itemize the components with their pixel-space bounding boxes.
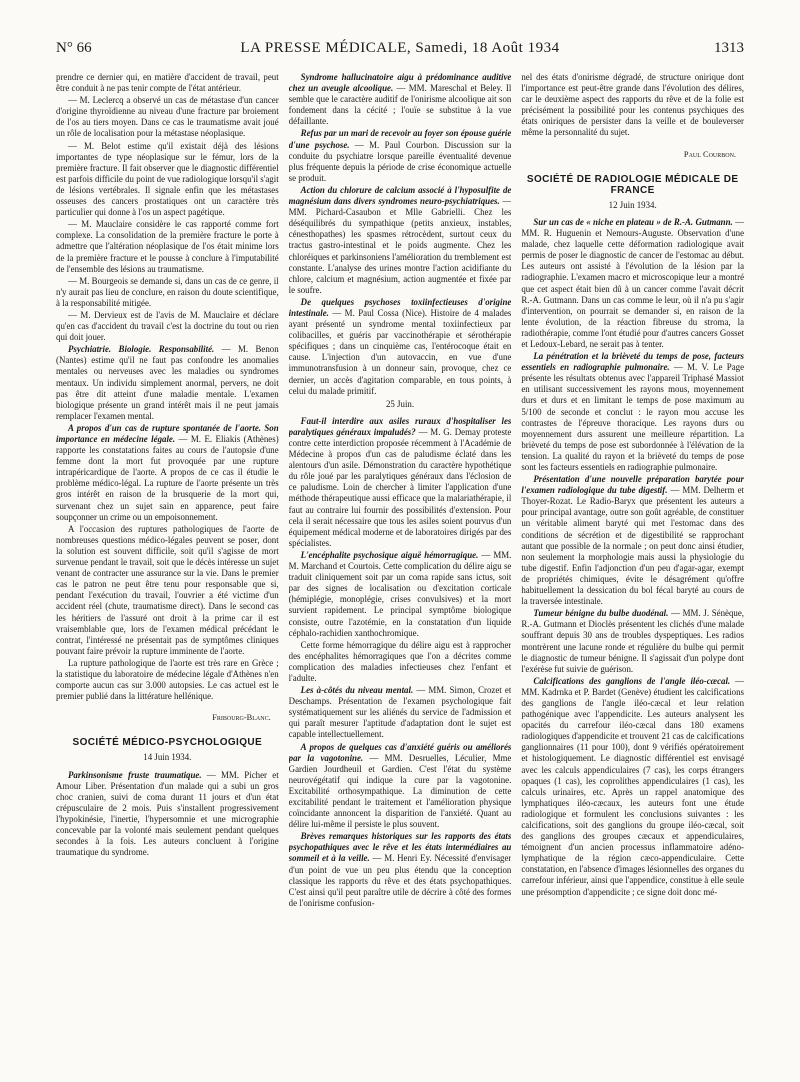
- section-entry: [521, 608, 744, 675]
- journal-title: LA PRESSE MÉDICALE, Samedi, 18 Août 1934: [240, 40, 560, 56]
- paragraph: nel des états d'onirisme dégradé, de structure onirique dont l'importance est peut-être grande dans l'évolution des délires, car le deuxième aspect des rapports du rêve et de la folie est précisément la possibilité pour les contenus psychiques des états oniriques de persister dans la veille et de bouleverser même la personnalité du sujet.: [521, 72, 745, 138]
- section-body: — M. G. Demay proteste contre cette interdiction proposée récemment à l'Académie de Médecine à propos d'un cas de paludisme éclaté dans les alentours d'un asile. Démonstration du caractère hypothétique du rôle joué par les paralytiques généraux dans l'éclosion de ce paludisme. Loin de chercher à limiter l'application d'une méthode thérapeutique aussi efficace que la malariathérapie, il faut au contraire lui fournir des possibilités d'extension. Pour cela il serait nécessaire que tous les asiles soient pourvus d'un équipement médical moderne et de laboratoires dirigés par des spécialistes.: [288, 426, 512, 548]
- section-entry: [289, 128, 512, 183]
- society-heading: SOCIÉTÉ DE RADIOLOGIE MÉDICALE DE FRANCE: [526, 173, 739, 196]
- article-columns: [56, 72, 744, 1062]
- section-title: Action du chlorure de calcium associé à l'hyposulfite de magnésium dans divers syndromes neuro-psychiatriques.: [288, 184, 512, 207]
- column-1: [56, 72, 279, 1062]
- page-number: 1313: [714, 40, 744, 56]
- section-body: — MM. Pichard-Casaubon et Mlle Gabrielli. Chez les déséquilibrés du sympathique (petits anxieux, instables, cénesthopathes) les spasmes rétrocèdent, surtout ceux du tractus gastro-intestinal et le poids augmente. Chez les chloréiques et parkinsoniens l'amélioration du tremblement est constante. L'analyse des urines montre l'action acidifiante du chlore, calcium et magnésium, action augmentée et fixée par le soufre.: [288, 196, 512, 295]
- section-body: — MM. Mareschal et Beley. Il semble que le caractère auditif de l'onirisme alcoolique ait son fondement dans la cécité ; l'ouïe se substitue à la vue défaillante.: [288, 83, 512, 127]
- section-entry: [289, 72, 512, 127]
- section-title: Parkinsonisme fruste traumatique.: [68, 769, 202, 780]
- society-heading: SOCIÉTÉ MÉDICO-PSYCHOLOGIQUE: [72, 737, 263, 749]
- section-title: Sur un cas de « niche en plateau » de R.-A. Gutmann.: [533, 216, 733, 227]
- section-title: A propos d'un cas de rupture spontanée de l'aorte. Son importance en médecine légale.: [56, 422, 279, 444]
- section-title: Refus par un mari de recevoir au foyer son épouse guérie d'une psychose.: [288, 128, 512, 150]
- section-body: — MM. M. Marchand et Courtois. Cette complication du délire aigu se traduit cliniquement soit par un coma rapide sans ictus, soit par des signes de localisation ou d'excitation corticale (hémiplégie, monoplégie, crises convulsives) et la mort survient rapidement. Le principal symptôme biologique consiste, outre l'azotémie, en la constatation d'un liquide céphalo-rachidien xanthochromique.: [288, 549, 512, 638]
- section-title: Brèves remarques historiques sur les rapports des états psychopathiques avec le rêve et les états intermédiaires au sommeil et à la veille.: [288, 831, 512, 864]
- paragraph: — M. Mauclaire considère le cas rapporté comme fort complexe. La consolidation de la première fracture le porte à admettre que l'altération néoplasique de l'os était minime lors de la première fracture et le pousse à conclure à l'imputabilité de l'ensemble des lésions au traumatisme.: [56, 219, 279, 274]
- paragraph: — M. Leclercq a observé un cas de métastase d'un cancer d'origine thyroïdienne au niveau d'une fracture par broiement de l'os au tiers moyen. Dans ce cas le traumatisme avait joué un rôle de localisation pour la métastase néoplasique.: [56, 95, 279, 139]
- section-entry: [289, 550, 512, 639]
- section-entry: [289, 685, 512, 740]
- section-title: A propos de quelques cas d'anxiété guéris ou améliorés par la vagotonine.: [288, 741, 512, 763]
- section-title: Présentation d'une nouvelle préparation barytée pour l'examen radiologique du tube digestif.: [521, 474, 745, 496]
- section-entry: [289, 297, 512, 397]
- section-entry: [289, 742, 512, 831]
- section-entry: [521, 474, 744, 607]
- section-title: L'encéphalite psychosique aiguë hémorragique.: [300, 549, 479, 560]
- section-title: Faut-il interdire aux asiles ruraux d'hospitaliser les paralytiques généraux impaludés?: [288, 415, 512, 437]
- section-entry: [289, 185, 512, 296]
- section-entry: [289, 831, 512, 909]
- section-body: — M. Henri Ey. Nécessité d'envisager d'un point de vue un peu plus étendu que la conception classique les rapports du rêve et des états psychopathiques. C'est ainsi qu'il peut paraître utile de décrire à côté des formes de l'onirisme confusion-: [288, 853, 512, 908]
- issue-number: N° 66: [56, 40, 92, 56]
- section-body: — MM. Desruelles, Léculier, Mme Gardien Jourdheuil et Gardien. C'est l'état du système neurovégétatif qui indique la cure par la vagotonine. Excitabilité orthosympathique. La diminution de cette excitabilité pendant le traitement et l'amélioration physique coïncidante annoncent la disparition de l'anxiété. Quant au délire lui-même il persiste le plus souvent.: [288, 752, 512, 830]
- paragraph: La rupture pathologique de l'aorte est très rare en Grèce ; la statistique du laboratoire de médecine légale d'Athènes n'en comporte aucun cas sur 3.000 autopsies. Le cas actuel est le premier publié dans la littérature hellénique.: [56, 657, 279, 702]
- section-entry: [56, 423, 279, 523]
- section-body: — MM. Simon, Crozet et Deschamps. Présentation de l'examen psychologique fait systématiquement sur les aliénés du service de l'admission et qui paraît mesurer l'aptitude d'adaptation dont le sujet est capable intellectuellement.: [288, 685, 512, 740]
- column-2: [289, 72, 512, 1062]
- section-title: De quelques psychoses toxiinfectieuses d'origine intestinale.: [288, 296, 512, 318]
- author-signature: Fribourg-Blanc.: [212, 713, 271, 723]
- section-title: Tumeur bénigne du bulbe duodénal.: [533, 608, 669, 619]
- section-body: — MM. R. Huguenin et Nemours-Auguste. Observation d'une malade, chez laquelle cette déformation radiologique avait permis de poser le diagnostic de cancer de l'estomac au début. Les auteurs ont assisté à l'évolution de la lésion par la radiographie. L'examen macro et microscopique leur a montré que cet aspect était bien dû à un cancer comme l'avait décrit R.-A. Gutmann. Dans un cas comme le leur, où il n'a pu s'agir d'intervention, on pourrait se demander si, en raison de la lente évolution, de la réaction fibreuse du stroma, la radiothérapie, comme l'ont étudié pour d'autres cancers Gosset et Ledoux-Lebard, ne serait pas à tenter.: [521, 216, 745, 349]
- author-signature: Paul Courbon.: [683, 149, 737, 159]
- section-body: — M. Paul Courbon. Discussion sur la conduite du psychiatre lorsque pareille éventualité devenue plus fréquente depuis la période de crise économique actuelle se produit.: [288, 139, 512, 183]
- session-date: 14 Juin 1934.: [143, 752, 192, 763]
- paragraph: — M. Belot estime qu'il existait déjà des lésions importantes de type néoplasique sur le fémur, lors de la première fracture. Il fait observer que le diagnostic différentiel est parfois difficile du point de vue radiologique lorsqu'il s'agit de lésions vertébrales. Il signale enfin que les métastases osseuses des cancers prostatiques ont un caractère très particulier qui donne à l'os un aspect pagétique.: [56, 140, 279, 218]
- paragraph: — M. Bourgeois se demande si, dans un cas de ce genre, il n'y aurait pas lieu de conclure, en raison du doute scientifique, à la responsabilité mitigée.: [56, 275, 279, 308]
- section-title: La pénétration et la brièveté du temps de pose, facteurs essentiels en radiographie pulmonaire.: [521, 351, 745, 373]
- section-entry: [56, 770, 279, 859]
- paragraph: prendre ce dernier qui, en matière d'accident de travail, peut être conduit à ne pas tenir compte de l'état antérieur.: [56, 72, 279, 94]
- column-3: [521, 72, 744, 1062]
- section-body: — MM. Delherm et Thoyer-Rozat. Le Radio-Baryx que présentent les auteurs a pour principal avantage, outre son goût agréable, de constituer un véritable aliment baryté qui met l'estomac dans des conditions de sécrétion et de digestibilité se rapprochant autant que possible de la normale ; on peut donc ainsi étudier, non seulement la morphologie mais aussi la physiologie du tube digestif. Enfin l'adjonction d'un peu d'agar-agar, exempt de propriétés chimiques, évite le désagrément qu'offre habituellement la dessication du bol fécal baryté au cours de la traversée intestinale.: [521, 485, 745, 607]
- session-date: 12 Juin 1934.: [608, 199, 657, 210]
- section-title: Calcifications des ganglions de l'angle iléo-cæcal.: [533, 675, 731, 686]
- section-title: Psychiatrie. Biologie. Responsabilité.: [68, 344, 215, 355]
- paragraph: A l'occasion des ruptures pathologiques de l'aorte de nombreuses questions médico-légales peuvent se poser, dont la solution est souvent difficile, soit qu'il s'agisse de mort survenue pendant le travail, soit que le décès intéresse un sujet venant de contracter une assurance sur la vie. Dans le premier cas le patron ne peut être tenu pour responsable que si, pendant l'exécution du travail, l'ouvrier a été victime d'un accident réel (chute, traumatisme direct). Dans le second cas les héritiers de l'assuré ont droit à la prime car il est vraisemblable que, lors de l'examen médical précédant le contrat, l'intéressé ne présentait pas de symptômes cliniques pouvant faire prévoir la rupture imminente de l'aorte.: [56, 523, 279, 656]
- section-body: — MM. Picher et Amour Liber. Présentation d'un malade qui a subi un gros choc cranien, suivi de coma durant 11 jours et d'un état crépusculaire de 2 mois. Puis s'installent progressivement l'hypokinésie, l'inertie, l'hypersomnie et une micrographie concevable par la volonté mais seulement pendant quelques secondes à la fois. Les auteurs concluent à l'origine traumatique du syndrome.: [56, 769, 279, 858]
- page-header: [56, 40, 744, 66]
- section-body: — MM. Kadrnka et P. Bardet (Genève) étudient les calcifications des ganglions de l'angle iléo-cæcal et leur relation pathogénique avec l'appendicite. Les auteurs analysent les opacités du carrefour iléo-cæcal dans 180 examens radiologiques d'appendicite et trouvent 21 cas de calcifications ganglionnaires (11 pour 100), dont 9 vérifiés opératoirement et histologiquement. Le diagnostic différentiel est envisagé avec les calculs appendiculaires (7 cas), les corps étrangers opaques (1 cas), les coprolithes appendiculaires (1 cas), les calculs urinaires, etc. Après un rappel anatomique des lymphatiques iléo-cæcaux, les auteurs font une étude radiologique et formulent les conclusions suivantes : les calcifications, soit des ganglions du groupe iléo-cæcal, soit des ganglions des groupes cæcaux et appendiculaires, témoignent d'un ancien processus inflammatoire adéno-lymphatique de la région cæco-appendiculaire. Cette constatation, en l'absence d'images lésionnelles des organes du carrefour inférieur, ainsi que l'appendice, constitue à elle seule une présomption d'appendicite ; ce signe doit donc mé-: [521, 675, 745, 897]
- section-title: Les à-côtés du niveau mental.: [300, 685, 414, 696]
- paragraph: Cette forme hémorragique du délire aigu est à rapprocher des encéphalites hémorragiques que l'on a décrites comme complication des maladies infectieuses chez l'enfant et l'adulte.: [288, 639, 512, 683]
- session-date: 25 Juin.: [385, 398, 415, 409]
- section-title: Syndrome hallucinatoire aigu à prédominance auditive chez un aveugle alcoolique.: [288, 72, 512, 94]
- section-entry: [289, 416, 512, 549]
- section-body: — MM. J. Sénèque, R.-A. Gutmann et Dioclès présentent les clichés d'une malade souffrant depuis 30 ans de troubles dyspeptiques. Les radios montrèrent une lacune ronde et régulière du bulbe qui permit le diagnostic de tumeur bénigne. Il s'agissait d'un polype dont l'exérèse fut suivie de guérison.: [521, 608, 745, 674]
- section-body: — M. Benon (Nantes) estime qu'il ne faut pas confondre les anomalies mentales ou nerveuses avec les maladies ou syndromes mentaux. Un individu simplement anormal, pervers, ne doit pas être dit atteint d'une maladie mentale. L'examen biologique présente un grand intérêt mais il ne peut jamais remplacer l'examen mental.: [56, 344, 279, 421]
- section-body: — M. E. Eliakis (Athènes) rapporte les constatations faites au cours de l'autopsie d'une femme dont la mort fut provoquée par une rupture intrapéricardique de l'aorte. A propos de ce cas il étudie le problème médico-légal. La rupture de l'aorte présente un très gros intérêt en raison de la brusquerie de la mort qui, survenant chez un sujet sain en apparence, peut faire soupçonner un crime ou un empoisonnement.: [56, 434, 279, 522]
- section-entry: [521, 676, 744, 898]
- section-body: — M. Paul Cossa (Nice). Histoire de 4 malades ayant présenté un syndrome mental toxiinfectieux par colibacilles, et guéris par vaccinothérapie et sérothérapie spécifiques ; dans un cinquième cas, l'entérocoque était en cause. L'injection d'un autovaccin, en vue d'une immunotransfusion à un donneur sain, provoque, chez ce dernier, un accès d'agitation comparable, en tous points, à celui du malade primitif.: [288, 307, 512, 396]
- section-entry: [56, 344, 279, 422]
- paragraph: — M. Dervieux est de l'avis de M. Mauclaire et déclare qu'en cas d'accident du travail c'est la doctrine du tout ou rien qui doit jouer.: [56, 309, 279, 343]
- section-entry: [521, 351, 744, 473]
- section-body: — M. V. Le Page présente les résultats obtenus avec l'appareil Triphasé Massiot en utilisant successivement les rayons mous, moyennement durs et durs et en limitant le temps de pose maximum au 5/100 de seconde et conclut : le rayon mou accuse les contrastes de l'épreuve thoracique. Les rayons durs ou moyennement durs assurent une meilleure répartition. La brièveté du temps de pose est subordonnée à l'élévation de la tension. La qualité du rayon et la brièveté du temps de pose sont les facteurs essentiels en radiographie pulmonaire.: [521, 362, 745, 472]
- section-entry: [521, 217, 744, 350]
